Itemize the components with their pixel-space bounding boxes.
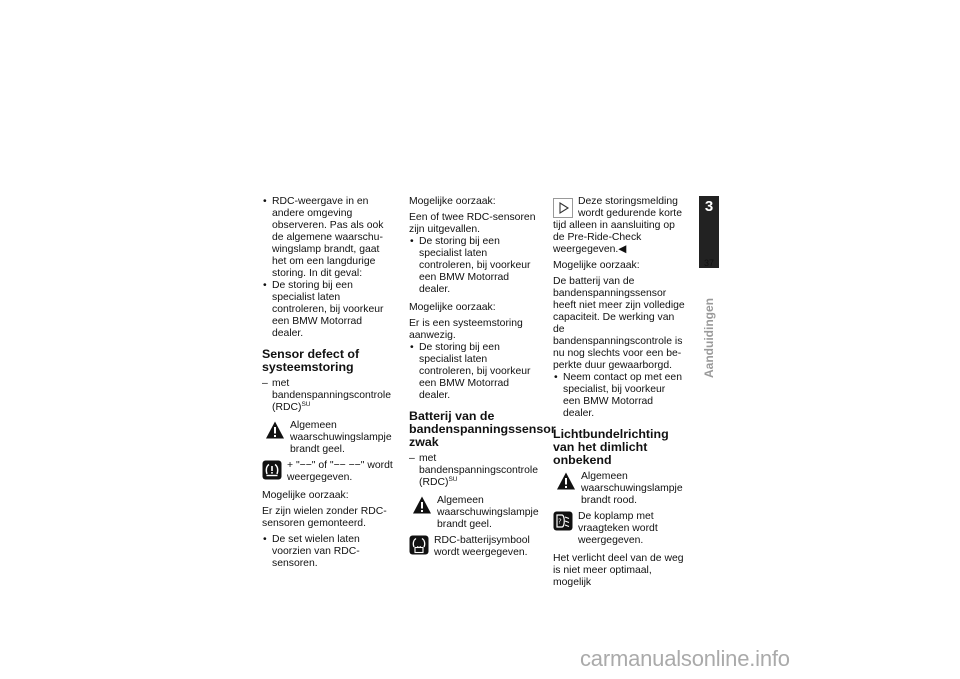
- watermark: carmanualsonline.info: [580, 646, 790, 671]
- headlight-text: De koplamp met vraagteken wordt weergegeven.: [578, 511, 658, 546]
- section-heading: Batterij van de bandenspanningssensor zwak: [409, 409, 556, 449]
- cause-text: De batterij van de bandenspanningssensor heeft niet meer zijn volledige capaciteit. De werking van de bandenspanningscontrole is nu nog slechts voor een beperkte duur gewaarborgd.: [553, 276, 685, 371]
- section-heading: Lichtbundelrichting van het dimlicht onbekend: [553, 427, 669, 467]
- section-heading: Sensor defect of systeemstoring: [262, 347, 360, 374]
- warning-triangle-icon: [265, 420, 285, 440]
- battery-text: RDC-batterijsymbool wordt weergegeven.: [434, 535, 530, 558]
- list-item: • De storing bij een specialist laten controleren, bij voorkeur een BMW Motorrad dealer.: [262, 280, 394, 340]
- list-item: • RDC-weergave in en andere omgeving observeren. Pas als ook de algemene waarschuwingslamp brandt, gaat het om een langdurige storing. In dit geval:: [262, 196, 394, 280]
- warning-triangle-icon: [412, 495, 432, 515]
- svg-text:?: ?: [557, 517, 562, 526]
- list-item: • De storing bij een specialist laten controleren, bij voorkeur een BMW Motorrad dealer.: [409, 342, 541, 402]
- headlight-question-icon: [553, 511, 573, 531]
- section-title-text: Aanduidingen: [702, 298, 716, 378]
- section-title: [697, 278, 719, 378]
- cause-text: Er is een systeemstoring aanwezig.: [409, 318, 523, 341]
- column-1: [262, 196, 394, 570]
- cause-label: Mogelijke oorzaak:: [409, 196, 496, 207]
- cause-text: Er zijn wielen zonder RDC-sensoren gemonteerd.: [262, 506, 387, 529]
- warning-row: [553, 471, 685, 507]
- column-3: [553, 196, 685, 593]
- end-marker-icon: ◀: [618, 244, 627, 255]
- display-text: + "−−" of "−− −−" wordt weergegeven.: [287, 460, 393, 483]
- cause-label: Mogelijke oorzaak:: [262, 490, 349, 501]
- page-number: 37: [703, 258, 714, 268]
- battery-row: [409, 535, 541, 559]
- warning-text: Algemeen waarschuwingslampje brandt geel.: [437, 495, 539, 530]
- condition-dash: – met bandenspanningscontrole (RDC)$^{SU}$: [409, 453, 541, 489]
- column-2: [409, 196, 556, 565]
- warning-row: [409, 495, 541, 531]
- warning-text: Algemeen waarschuwingslampje brandt rood.: [581, 471, 683, 506]
- cause-label: Mogelijke oorzaak:: [409, 302, 496, 313]
- list-item: • Neem contact op met een specialist, bij voorkeur een BMW Motorrad dealer.: [553, 372, 685, 420]
- list-item: • De set wielen laten voorzien van RDC-sensoren.: [262, 534, 394, 570]
- warning-triangle-icon: [556, 471, 576, 491]
- check-note: [553, 196, 685, 256]
- play-icon: [553, 198, 573, 218]
- warning-row: [262, 420, 394, 456]
- cause-label: Mogelijke oorzaak:: [553, 260, 640, 271]
- tire-pressure-icon: [262, 460, 282, 480]
- rdc-battery-icon: [409, 535, 429, 555]
- headlight-row: [553, 511, 685, 547]
- list-item: • De storing bij een specialist laten controleren, bij voorkeur een BMW Motorrad dealer.: [409, 236, 541, 296]
- cause-text: Een of twee RDC-sensoren zijn uitgevallen.: [409, 212, 536, 235]
- display-row: [262, 460, 394, 484]
- chapter-number: 3: [704, 198, 714, 215]
- warning-text: Algemeen waarschuwingslampje brandt geel.: [290, 420, 392, 455]
- final-text: Het verlicht deel van de weg is niet meer optimaal, mogelijk: [553, 553, 684, 588]
- condition-dash: – met bandenspanningscontrole (RDC)$^{SU}$: [262, 378, 394, 414]
- check-text: Deze storingsmelding wordt gedurende korte tijd alleen in aansluiting op de Pre-Ride-Check weergegeven.: [553, 196, 682, 255]
